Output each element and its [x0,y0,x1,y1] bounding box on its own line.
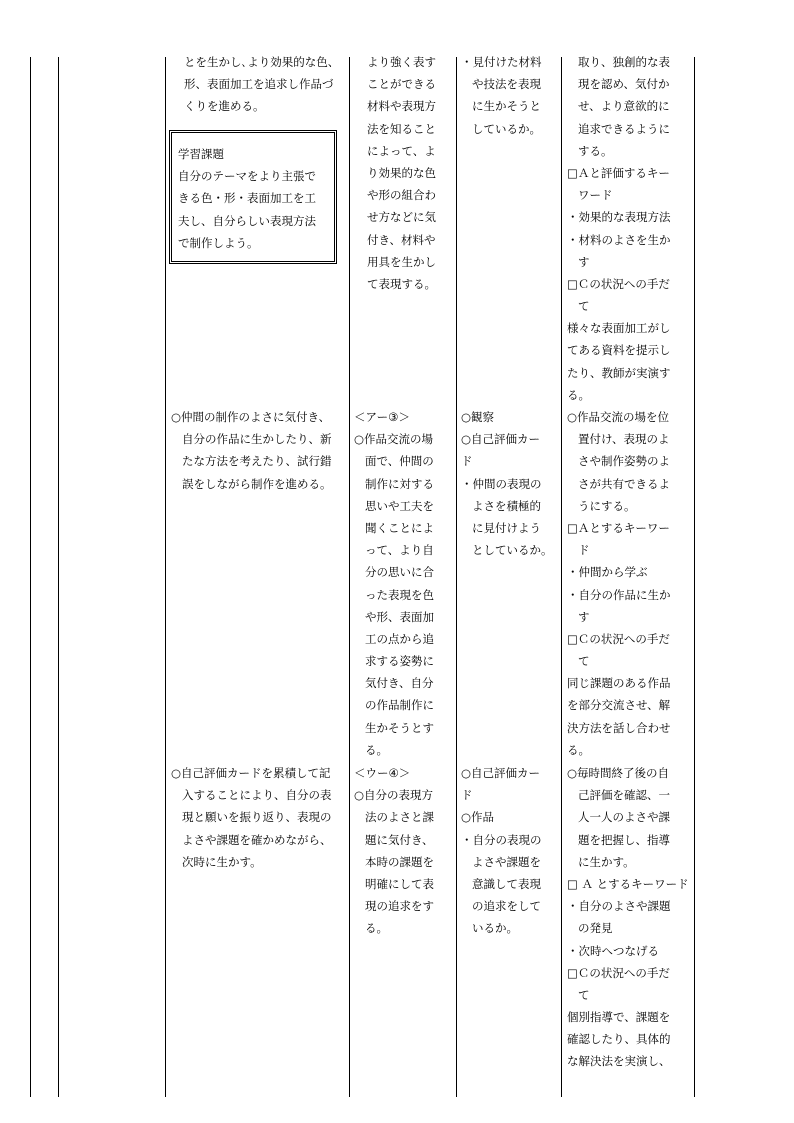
text-line: ○自己評価カー [461,432,541,447]
text-line: よさを積極的 [472,498,541,513]
text-line: 現を認め、気付か [578,77,670,92]
text-line: ・自分の表現の [461,832,542,847]
text-line: 面で、仲間の [365,454,434,469]
text-line: 法のよさと課 [365,810,434,825]
text-line: ・材料のよさを生か [567,232,671,247]
text-line: 形、表面加工を追求し作品づ [184,77,334,92]
text-line: ○作品 [461,810,495,825]
text-line: ことができる [367,77,436,92]
text-line: 夫し、自分らしい表現方法 [178,213,316,228]
text-line: 法を知ること [367,121,436,136]
text-line: った表現を色 [365,587,434,602]
text-line: 用具を生かし [367,254,436,269]
table-column-divider-3 [349,57,350,1097]
text-line: ＜アー③＞ [354,410,410,424]
text-line: □Ｃの状況への手だ [567,276,670,291]
text-line: せ方などに気 [367,210,436,225]
text-line: さや制作姿勢のよ [578,454,670,469]
text-line: 工の点から追 [365,631,434,646]
text-line: ド [578,543,590,558]
text-line: □Ｃの状況への手だ [567,631,670,646]
text-line: で制作しよう。 [178,235,259,250]
text-line: や形の組合わ [367,188,436,203]
text-line: 誤をしながら制作を進める。 [182,476,332,491]
text-line: に生かす。 [578,854,635,869]
text-line: て [578,299,590,314]
text-line: ・自分の作品に生か [567,587,671,602]
table-column-divider-1 [58,57,59,1097]
text-line: としているか。 [472,543,553,558]
text-line: ド [461,454,473,469]
text-line: ワード [578,188,613,203]
support-cell [567,406,671,761]
text-line: 分の思いに合 [365,565,434,580]
text-line: 同じ課題のある作品 [567,676,671,691]
text-line: によって、よ [367,143,436,158]
text-line: 気付き、自分 [365,676,434,691]
support-cell [567,762,689,1073]
text-line: きる色・形・表面加工を工 [178,191,316,206]
text-line: 決方法を話し合わせ [567,720,671,735]
text-line: 次時に生かす。 [182,854,262,869]
text-line: ○自己評価カー [461,766,541,780]
text-line: や形、表面加 [365,609,434,624]
text-line: 生かそうとす [365,720,434,735]
text-line: て表現する。 [367,276,436,291]
text-line: ・次時へつなげる [567,943,659,958]
table-column-divider-5 [561,57,562,1097]
text-line: 制作に対する [365,476,434,491]
text-line: ○自己評価カードを累積して記 [171,766,331,780]
text-line: の発見 [578,921,613,936]
text-line: に生かそうと [472,99,541,114]
text-line: ○作品交流の場を位 [567,410,670,424]
text-line: たり、教師が実演す [567,365,671,380]
text-line: とを生かし､より効果的な色、 [184,55,340,69]
learning-task-title: 学習課題 [178,147,224,161]
text-line: ○仲間の制作のよさに気付き、 [171,410,331,424]
text-line: しているか。 [472,121,541,136]
text-line: 付き、材料や [367,232,436,247]
text-line: ○作品交流の場 [354,432,434,447]
text-line: る。 [567,742,590,757]
text-line: 追求できるように [578,121,670,136]
text-line: 聞くことによ [365,520,434,535]
text-line: ・仲間の表現の [461,476,542,491]
text-line: □Ａと評価するキー [567,165,670,180]
text-line: さが共有できるよ [578,476,670,491]
text-line: くりを進める。 [184,99,265,114]
text-line: って、より自 [365,543,434,558]
text-line: 題を把握し、指導 [578,832,670,847]
target-cell [354,762,434,940]
text-line: に見付けよう [472,520,541,535]
text-line: ・効果的な表現方法 [567,210,671,225]
text-line: 確認したり、具体的 [567,1032,671,1047]
text-line: 置付け、表現のよ [578,432,670,447]
table-border-left [30,57,31,1097]
target-cell [354,406,434,761]
text-line: 現と願いを振り返り、表現の [182,810,332,825]
text-line: 本時の課題を [365,854,434,869]
text-line: て [578,654,590,669]
table-border-right [694,57,695,1097]
text-line: うにする。 [578,498,636,513]
text-line: の作品制作に [365,698,434,713]
learning-task-box [169,130,337,264]
text-line: 入することにより、自分の表 [182,788,332,803]
text-line: せ、より意欲的に [578,99,670,114]
table-column-divider-4 [456,57,457,1097]
text-line: よさや課題を確かめながら、 [182,832,332,847]
text-line: り効果的な色 [367,165,436,180]
text-line: 取り、独創的な表 [578,55,670,69]
text-line: てある資料を提示し [567,343,671,358]
text-line: ○観察 [461,410,495,424]
text-line: ＜ウー④＞ [354,766,411,780]
activity-cell [184,51,339,118]
evaluation-cell [461,762,542,940]
text-line: 意識して表現 [472,876,541,891]
text-line: より強く表す [367,55,436,69]
text-line: 自分のテーマをより主張で [178,169,316,184]
text-line: や技法を表現 [472,77,541,92]
support-cell [567,51,671,406]
text-line: たな方法を考えたり、試行錯 [182,454,332,469]
text-line: る。 [567,387,590,402]
text-line: す [578,254,590,269]
text-line: を部分交流させ、解 [567,698,671,713]
text-line: 己評価を確認、一 [578,788,670,803]
text-line: よさや課題を [472,854,541,869]
text-line: 題に気付き、 [365,832,434,847]
text-line: 自分の作品に生かしたり、新 [182,432,332,447]
evaluation-cell [461,406,553,561]
text-line: る。 [365,742,388,757]
text-line: する。 [578,143,613,158]
text-line: の追求をして [472,899,541,914]
text-line: 現の追求をす [365,899,434,914]
text-line: ド [461,788,473,803]
text-line: 個別指導で、課題を [567,1010,671,1025]
table-column-divider-2 [165,57,166,1097]
text-line: ○毎時間終了後の自 [567,766,670,780]
text-line: る。 [365,921,388,936]
text-line: 求する姿勢に [365,654,434,669]
text-line: □Ａとするキーワー [567,520,670,535]
activity-cell [171,406,332,495]
text-line: いるか。 [472,921,518,936]
text-line: ・見付けた材料 [461,55,542,69]
evaluation-cell [461,51,542,140]
text-line: ○自分の表現方 [354,788,434,803]
text-line: 人一人のよさや課 [578,810,670,825]
activity-cell [171,762,332,873]
text-line: 明確にして表 [365,876,434,891]
target-cell [367,51,436,295]
text-line: ・仲間から学ぶ [567,565,648,580]
text-line: す [578,609,590,624]
text-line: 思いや工夫を [365,498,434,513]
text-line: な解決法を実演し、 [567,1054,671,1069]
text-line: 材料や表現方 [367,99,436,114]
text-line: 様々な表面加工がし [567,321,671,336]
text-line: □Ｃの状況への手だ [567,965,670,980]
text-line: ・自分のよさや課題 [567,899,671,914]
text-line: て [578,987,590,1002]
text-line: □ Ａ とするキーワード [567,876,689,891]
